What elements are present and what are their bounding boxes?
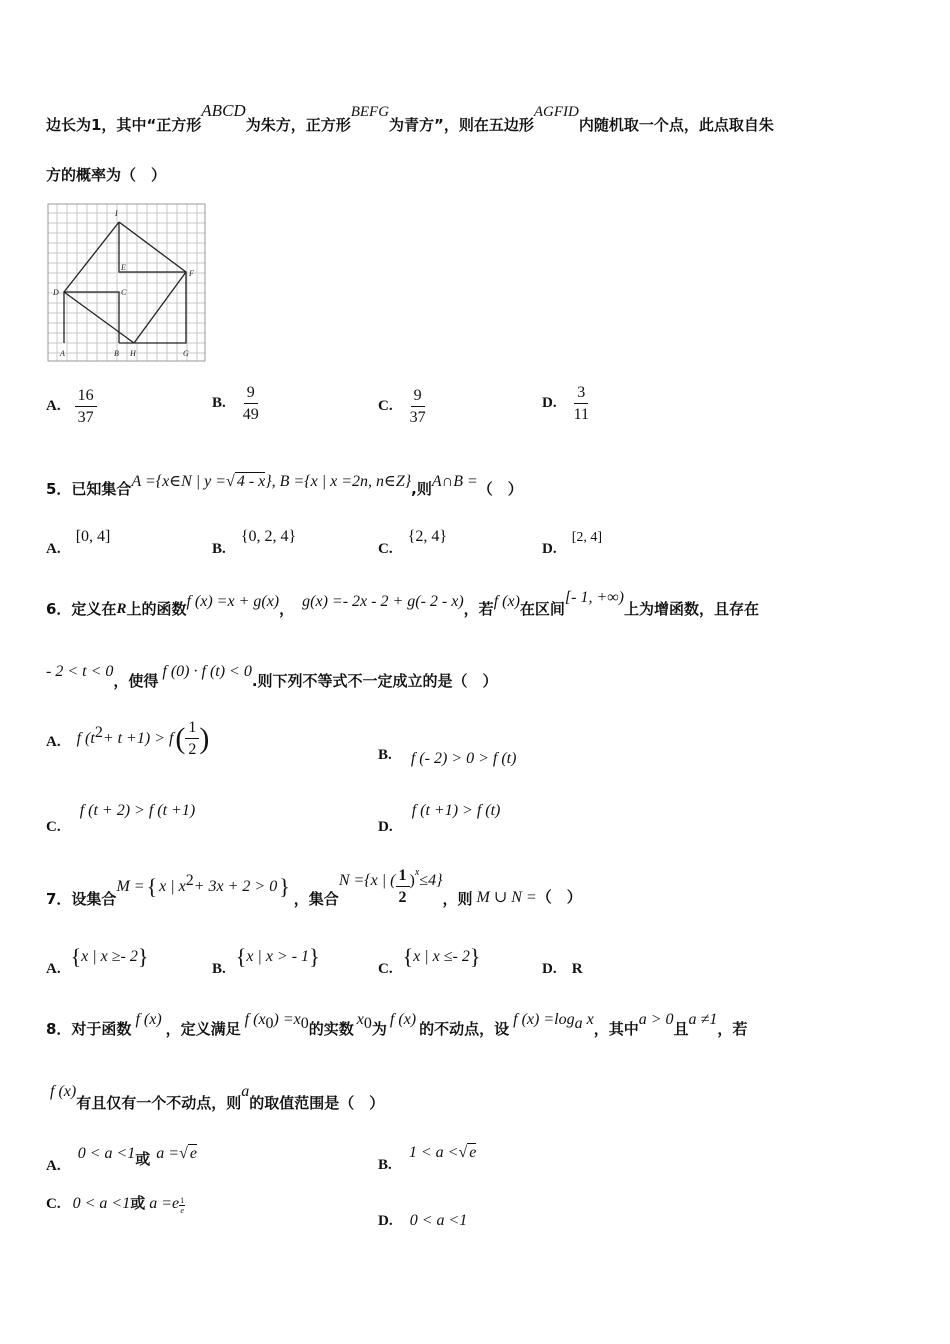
label-point-f: F xyxy=(189,269,194,278)
q5-option-d[interactable]: D. [2, 4] xyxy=(542,530,603,557)
q4-square-befg: BEFG xyxy=(350,104,390,120)
q4-option-a[interactable] xyxy=(46,386,97,427)
q6-option-d[interactable]: D. f (t +1) > f (t) xyxy=(378,802,501,835)
option-label: B. xyxy=(212,395,226,411)
q5-set-a-end: }, B ={x | x =2n, n∈Z} xyxy=(265,473,412,490)
q6-t-range: - 2 < t < 0 xyxy=(46,663,114,680)
q7-option-d[interactable]: D. R xyxy=(542,961,583,977)
q8-option-d[interactable]: D. 0 < a <1 xyxy=(378,1212,468,1229)
label-point-g: G xyxy=(183,349,189,358)
q7-option-c[interactable]: C. { x | x ≤- 2 } xyxy=(378,944,481,977)
label-point-b: B xyxy=(114,349,119,358)
q7-union: M ∪ N = xyxy=(476,888,537,906)
q6-option-b[interactable]: B. f (- 2) > 0 > f (t) xyxy=(378,747,517,767)
q8-option-b[interactable]: B. 1 < a <√ e xyxy=(378,1144,477,1173)
q5-option-a[interactable]: A. [0, 4] xyxy=(46,528,111,557)
q6-stem-line1: 6．定义在R上的函数f (x) =x + g(x)， g(x) =- 2x - 2 + g(- 2 - x)，若f (x)在区间[- 1, +∞)上为增函数，且存在 xyxy=(46,589,760,618)
q7-option-a[interactable]: A. { x | x ≥- 2 } xyxy=(46,944,149,977)
q5-option-b[interactable]: B. {0, 2, 4} xyxy=(212,528,297,557)
q6-interval: [- 1, +∞) xyxy=(564,589,624,606)
option-label: A. xyxy=(46,398,61,414)
fraction: $\frac{3}{11}$ xyxy=(573,384,589,423)
label-point-e: E xyxy=(121,263,126,272)
q4-geometry-figure xyxy=(46,202,208,364)
q4-text-3: 为青方”，则在五边形 xyxy=(389,116,534,134)
q4-line1 xyxy=(46,101,774,144)
q7-set-n-pre: N ={x | ( xyxy=(338,871,396,889)
q6-option-c[interactable]: C. f (t + 2) > f (t +1) xyxy=(46,802,196,835)
q8-stem-line2: f (x)有且仅有一个不动点，则a的取值范围是（ ） xyxy=(50,1083,385,1112)
option-label: D. xyxy=(542,395,557,411)
q6-product: f (0) · f (t) < 0 xyxy=(162,663,252,680)
q8-option-c[interactable]: C. 0 < a <1 或 a =e $\frac{1}{e}$ xyxy=(46,1194,185,1215)
fraction: $\frac{1}{2}$ xyxy=(185,718,199,759)
q4-option-b[interactable] xyxy=(212,383,262,424)
q6-g-definition: g(x) =- 2x - 2 + g(- 2 - x) xyxy=(302,593,464,610)
q4-line2: 方的概率为（ ） xyxy=(46,166,167,184)
q4-option-c[interactable] xyxy=(378,386,429,427)
q4-option-d[interactable] xyxy=(542,383,592,424)
q5-intersection: A∩B = xyxy=(431,473,478,490)
q5-mid: ,则 xyxy=(411,480,432,498)
q5-stem: 5．已知集合A ={x∈N | y =√ 4 - x}, B ={x | x =2n, n∈Z},则A∩B =（ ） xyxy=(46,473,523,498)
q4-pentagon-agfid: AGFID xyxy=(533,104,579,120)
q4-text-4: 内随机取一个点，此点取自朱 xyxy=(578,116,774,134)
q5-paren: （ ） xyxy=(477,480,523,498)
fraction: $\frac{9}{49}$ xyxy=(242,384,259,423)
label-point-a: A xyxy=(60,349,65,358)
q5-set-a-root: 4 - x xyxy=(236,473,266,490)
q4-text-1: 边长为1，其中“正方形 xyxy=(46,116,202,134)
q4-square-abcd: ABCD xyxy=(201,101,246,120)
fraction: $\frac{1}{2}$ xyxy=(396,866,410,907)
q7-option-b[interactable]: B. { x | x > - 1 } xyxy=(212,944,320,977)
q7-set-m: x | x xyxy=(159,877,186,895)
q7-stem: 7．设集合 M = { x | x $^2$ + 3x + 2 > 0 } ，集合 N ={x | ( $\frac{1}{2}$ ) $^x$ ≤4} ，则 M ∪ N = （ ） xyxy=(46,867,582,908)
q4-text-2: 为朱方，正方形 xyxy=(245,116,351,134)
q6-option-a[interactable]: A. f (t $^2$ + t +1) > f ( $\frac{1}{2}$ ) xyxy=(46,719,210,758)
q5-prefix: 5．已知集合 xyxy=(46,480,132,498)
exponent-fraction: $\frac{1}{e}$ xyxy=(180,1196,185,1215)
label-point-d: D xyxy=(53,288,59,297)
q5-option-c[interactable]: C. {2, 4} xyxy=(378,528,448,557)
q8-stem-line1: 8．对于函数f (x)，定义满足f $(x_0) =x_0$的实数$x_0$为f (x)的不动点，设f $(x) =\log_a$ x，其中a > 0且a ≠1，若 xyxy=(46,1011,748,1038)
q5-set-a-start: A ={x∈N | y = xyxy=(131,473,227,490)
label-point-c: C xyxy=(121,288,127,297)
fraction: $\frac{16}{37}$ xyxy=(75,386,97,427)
q6-f-definition: f (x) =x + g(x) xyxy=(186,593,280,610)
q8-option-a[interactable]: A. 0 < a <1或 a =√ e xyxy=(46,1145,197,1174)
option-label: C. xyxy=(378,398,393,414)
q6-stem-line2: - 2 < t < 0，使得f (0) · f (t) < 0.则下列不等式不一定成立的是（ ） xyxy=(46,663,498,690)
fraction: $\frac{9}{37}$ xyxy=(409,387,426,426)
label-point-i: I xyxy=(115,209,118,218)
label-point-h: H xyxy=(130,349,136,358)
